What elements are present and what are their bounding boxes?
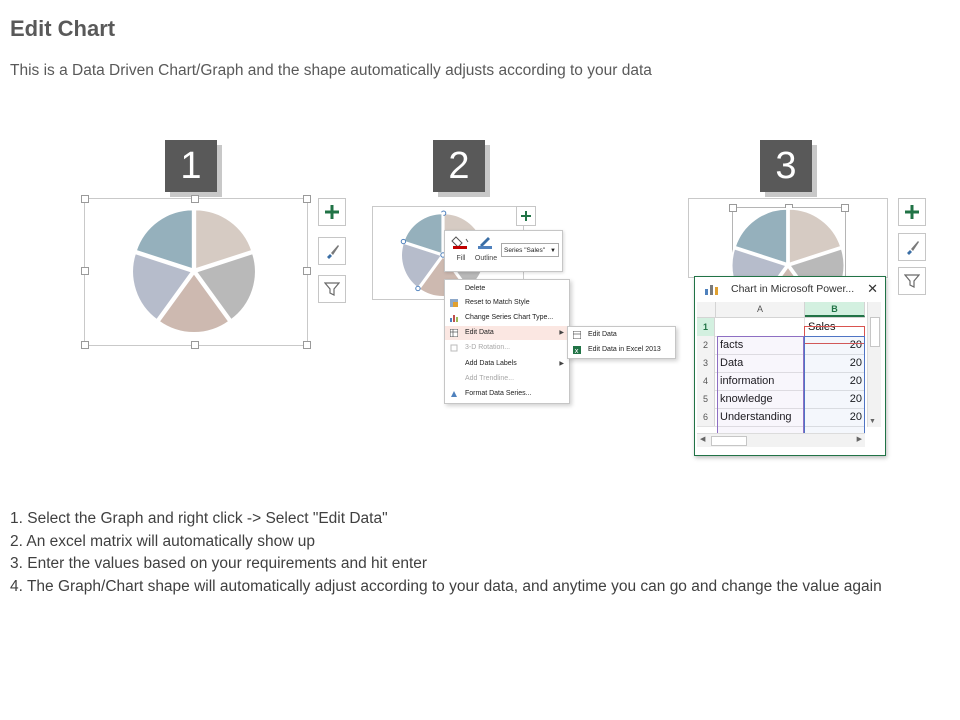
chart-filter-button[interactable] [318, 275, 346, 303]
svg-text:x: x [574, 347, 579, 354]
close-icon[interactable]: ✕ [867, 281, 878, 296]
paint-bucket-icon [451, 235, 471, 249]
rotation-icon [450, 344, 458, 352]
excel-window-title: Chart in Microsoft Power... [731, 283, 855, 295]
resize-handle[interactable] [81, 267, 89, 275]
pie-chart-3[interactable] [732, 208, 844, 276]
menu-item-label: Change Series Chart Type... [465, 314, 554, 321]
page-subtitle: This is a Data Driven Chart/Graph and the shape automatically adjusts according to your data [10, 62, 652, 79]
add-chart-element-button-3[interactable] [898, 198, 926, 226]
menu-item-label: 3-D Rotation... [465, 344, 511, 351]
cell-a[interactable]: Data [716, 354, 805, 372]
add-chart-element-button[interactable] [318, 198, 346, 226]
chart-type-icon [450, 314, 458, 322]
outline-tool[interactable] [473, 235, 499, 262]
chevron-right-icon: ▶ [559, 361, 564, 367]
submenu-item-edit-data[interactable] [568, 328, 675, 342]
scroll-left-icon[interactable]: ◀ [700, 436, 706, 443]
step-badge-1: 1 [165, 140, 217, 192]
resize-handle[interactable] [303, 267, 311, 275]
column-header-a[interactable]: A [716, 302, 805, 317]
slice-handle[interactable] [401, 239, 405, 243]
scrollbar-thumb[interactable] [711, 436, 747, 446]
menu-item-label: Reset to Match Style [465, 299, 530, 306]
cell-a[interactable]: facts [716, 336, 805, 354]
context-menu [444, 279, 570, 404]
brush-icon [903, 238, 921, 256]
scrollbar-thumb[interactable] [870, 317, 880, 347]
scroll-right-icon[interactable]: ▶ [856, 436, 862, 443]
instruction-line: 2. An excel matrix will automatically show up [10, 532, 315, 550]
row-number[interactable]: 4 [697, 372, 715, 390]
menu-item-edit-data[interactable] [445, 326, 569, 340]
resize-handle[interactable] [303, 341, 311, 349]
cell-b[interactable]: 20 [849, 411, 862, 423]
cell-a[interactable]: knowledge [716, 390, 805, 408]
row-number[interactable]: 1 [697, 318, 715, 336]
excel-data-window [694, 276, 886, 456]
instruction-line: 3. Enter the values based on your requirements and hit enter [10, 555, 428, 572]
cell-a[interactable]: information [716, 372, 805, 390]
row-number[interactable]: 2 [697, 336, 715, 354]
fill-label: Fill [456, 255, 466, 262]
row-number[interactable]: 6 [697, 408, 715, 426]
outline-label: Outline [474, 255, 498, 262]
category-range [717, 336, 804, 443]
plus-icon [904, 204, 920, 220]
chevron-right-icon: ▶ [559, 330, 564, 336]
submenu-item-edit-data-excel[interactable] [568, 343, 675, 357]
menu-item-label: Add Trendline... [465, 375, 515, 382]
submenu-item-label: Edit Data in Excel 2013 [588, 346, 661, 353]
menu-item-format-data-series[interactable] [445, 387, 569, 401]
fill-tool[interactable] [448, 235, 474, 262]
excel-icon [573, 346, 581, 354]
plus-icon [324, 204, 340, 220]
row-number[interactable]: 5 [697, 390, 715, 408]
cell-b[interactable]: 20 [849, 357, 862, 369]
chart-style-button-3[interactable] [898, 233, 926, 261]
horizontal-scrollbar[interactable] [697, 433, 865, 447]
filter-icon [904, 273, 920, 289]
select-all-corner[interactable] [697, 302, 716, 317]
chart-filter-button-3[interactable] [898, 267, 926, 295]
resize-handle[interactable] [303, 195, 311, 203]
menu-item-change-chart-type[interactable] [445, 311, 569, 325]
resize-handle[interactable] [81, 341, 89, 349]
plus-icon [521, 211, 531, 221]
page-title: Edit Chart [10, 16, 116, 41]
edit-data-submenu [567, 326, 676, 359]
step-badge-2: 2 [433, 140, 485, 192]
menu-item-add-data-labels[interactable] [445, 357, 569, 371]
row-number[interactable]: 3 [697, 354, 715, 372]
add-chart-element-button-2[interactable] [516, 206, 536, 226]
menu-item-label: Edit Data [465, 329, 494, 336]
filter-icon [324, 281, 340, 297]
menu-item-label: Add Data Labels [465, 360, 517, 367]
resize-handle[interactable] [191, 341, 199, 349]
menu-item-reset-style[interactable] [445, 296, 569, 310]
resize-handle[interactable] [81, 195, 89, 203]
series-select-value: Series "Sales" [504, 247, 546, 254]
cell-b[interactable]: 20 [849, 393, 862, 405]
menu-item-add-trendline [445, 372, 569, 386]
submenu-item-label: Edit Data [588, 331, 617, 338]
column-header-b[interactable]: B [805, 302, 865, 317]
chart-icon [705, 283, 719, 295]
series-select[interactable] [501, 243, 559, 257]
menu-item-label: Format Data Series... [465, 390, 532, 397]
mini-toolbar [444, 230, 563, 272]
slice-handle[interactable] [416, 286, 420, 290]
edit-data-icon [450, 329, 458, 337]
resize-handle[interactable] [191, 195, 199, 203]
chevron-down-icon: ▼ [550, 248, 556, 254]
step-badge-3: 3 [760, 140, 812, 192]
instructions-list [10, 508, 940, 598]
instruction-line: 1. Select the Graph and right click -> Select "Edit Data" [10, 510, 388, 527]
cell-b[interactable]: Sales [808, 321, 836, 333]
instruction-line: 4. The Graph/Chart shape will automatically adjust according to your data, and anytime you can go and change the value again [10, 577, 882, 595]
cell-b[interactable]: 20 [849, 375, 862, 387]
menu-item-delete[interactable] [445, 282, 569, 296]
chart-style-button[interactable] [318, 237, 346, 265]
values-range [804, 336, 865, 443]
column-header-row [697, 302, 865, 318]
scroll-down-icon[interactable]: ▼ [869, 418, 876, 425]
menu-item-3d-rotation [445, 341, 569, 355]
menu-item-label: Delete [465, 285, 486, 292]
edit-data-icon [573, 331, 581, 339]
vertical-scrollbar[interactable] [867, 302, 881, 427]
cell-a[interactable]: Understanding [716, 408, 805, 426]
cell-b[interactable]: 20 [849, 339, 862, 351]
brush-icon [323, 242, 341, 260]
cell-a[interactable] [716, 318, 805, 336]
excel-title-bar [695, 277, 885, 301]
format-series-icon [450, 390, 458, 398]
reset-style-icon [450, 299, 458, 307]
pie-chart-1[interactable] [131, 208, 257, 334]
pen-outline-icon [476, 235, 496, 249]
